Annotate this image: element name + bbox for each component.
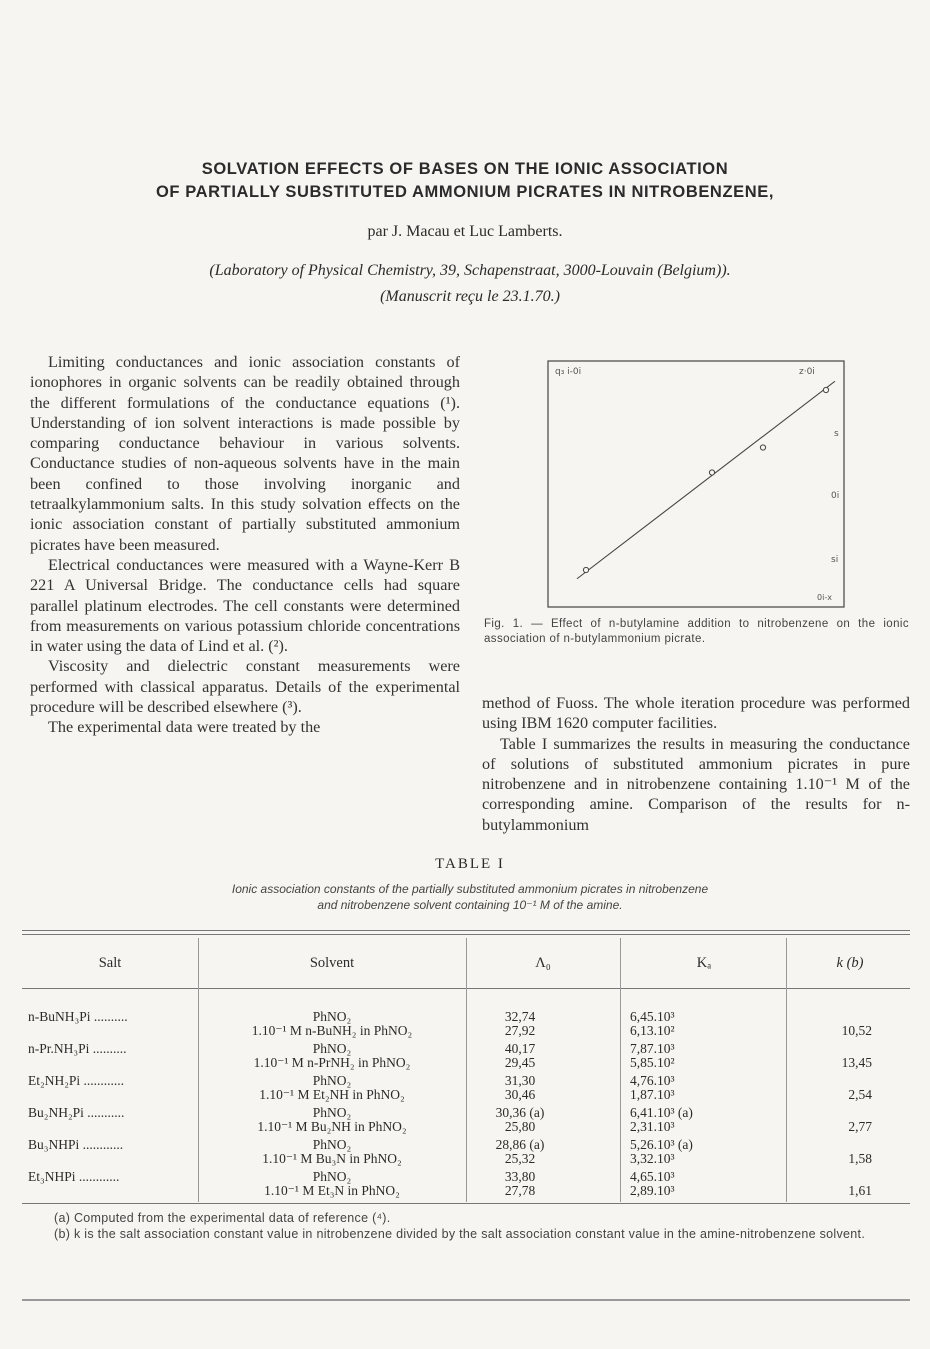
- table-divider: [466, 938, 467, 1202]
- table-cell-lambda: 33,80: [504, 1169, 536, 1184]
- table-cell-ka: 1,87.10³: [630, 1087, 675, 1102]
- table-notes: [30, 1210, 910, 1242]
- paragraph: The experimental data were treated by the: [48, 718, 321, 737]
- table-cell-solvent: PhNO₂: [312, 1137, 352, 1152]
- table-label: TABLE I: [435, 856, 505, 872]
- table-cell-ka: 4,76.10³: [630, 1073, 675, 1088]
- table-cell-lambda: 28,86 (a): [495, 1137, 545, 1152]
- table-header-lambda: Λ₀: [535, 955, 551, 971]
- data-point: [583, 567, 588, 572]
- plot-frame: [548, 361, 844, 607]
- paragraph: Limiting conductances and ionic association constants of ionophores in organic solvents can be readily obtained through the different formulations of the conductance equations (¹). Understanding of ion solvent interactions is made possible by comparing conductance behaviour in various solvents. Conductance studies of non-aqueous solvents have in the main been confined to those involving inorganic and tetraalkylammonium salts. In this study solvation effects on the ionic association constant of partially substituted ammonium picrates have been measured.: [30, 353, 460, 554]
- affiliation: (Laboratory of Physical Chemistry, 39, Schapenstraat, 3000-Louvain (Belgium)).: [209, 262, 731, 279]
- right-column: [482, 693, 910, 835]
- table-cell-solvent: 1.10⁻¹ M Et₃N in PhNO₂: [264, 1183, 400, 1198]
- table-cell-lambda: 29,45: [504, 1055, 536, 1070]
- table-cell-salt: Bu₂NH₂Pi ...........: [28, 1105, 125, 1120]
- received-date: (Manuscrit reçu le 23.1.70.): [380, 288, 560, 305]
- table-cell-ka: 6,41.10³ (a): [630, 1105, 693, 1120]
- table-cell-ka: 2,89.10³: [630, 1183, 675, 1198]
- footnote: (a) Computed from the experimental data of reference (⁴).: [54, 1211, 391, 1225]
- table-header-ka: Kₐ: [696, 955, 712, 971]
- paragraph: Electrical conductances were measured with a Wayne-Kerr B 221 A Universal Bridge. The conductance cells had square parallel platinum electrodes. The cell constants were determined from measurements on various potassium chloride concentrations in water using the data of Lind et al. (²).: [30, 555, 460, 656]
- table-rule: [22, 934, 910, 935]
- table-caption: [100, 881, 840, 913]
- table-header-k: k (b): [836, 955, 864, 971]
- table-divider: [786, 938, 787, 1202]
- table-cell-lambda: 30,36 (a): [495, 1105, 545, 1120]
- table-cell-ka: 3,32.10³: [630, 1151, 675, 1166]
- table-cell-k: 2,54: [848, 1087, 872, 1102]
- table-cell-k: 1,58: [848, 1151, 872, 1166]
- figure-label-top-left: q₃ i-0i: [555, 367, 582, 377]
- table-cell-salt: Et₂NH₂Pi ............: [28, 1073, 125, 1088]
- table-cell-ka: 6,45.10³: [630, 1009, 675, 1024]
- table-cell-solvent: 1.10⁻¹ M n-PrNH₂ in PhNO₂: [253, 1055, 411, 1070]
- figure-tick-label: 0i: [831, 491, 840, 501]
- table-divider: [620, 938, 621, 1202]
- data-point: [760, 445, 765, 450]
- paragraph: method of Fuoss. The whole iteration procedure was performed using IBM 1620 computer facilities.: [482, 694, 910, 733]
- table-cell-k: 1,61: [848, 1183, 872, 1198]
- page-rule: [22, 1299, 910, 1301]
- table-cell-solvent: PhNO₂: [312, 1073, 352, 1088]
- table-cell-solvent: 1.10⁻¹ M Et₂NH in PhNO₂: [259, 1087, 405, 1102]
- table-cell-lambda: 30,46: [504, 1087, 536, 1102]
- table-rule: [22, 930, 910, 931]
- table-cell-ka: 2,31.10³: [630, 1119, 675, 1134]
- figure-tick-label: si: [831, 555, 839, 565]
- table-cell-salt: Bu₃NHPi ............: [28, 1137, 124, 1152]
- figure-label-top-right: z·0i: [799, 367, 815, 377]
- figure-caption: Fig. 1. — Effect of n-butylamine addition to nitrobenzene on the ionic association of n-butylammonium picrate.: [484, 618, 909, 645]
- table-cell-salt: n-BuNH₃Pi ..........: [28, 1009, 128, 1024]
- fit-line: [577, 381, 835, 579]
- table-cell-solvent: 1.10⁻¹ M Bu₂NH in PhNO₂: [257, 1119, 407, 1134]
- table-cell-lambda: 40,17: [504, 1041, 536, 1056]
- table-cell-lambda: 27,92: [504, 1023, 536, 1038]
- table-cell-ka: 6,13.10²: [630, 1023, 675, 1038]
- table-cell-solvent: PhNO₂: [312, 1041, 352, 1056]
- table-cell-lambda: 27,78: [504, 1183, 536, 1198]
- table-cell-lambda: 25,32: [504, 1151, 536, 1166]
- paragraph: Table I summarizes the results in measuring the conductance of solutions of substituted ammonium picrates in pure nitrobenzene and in nitrobenzene containing 1.10⁻¹ M of the corresponding amine. Comparison of the results for n-butylammonium: [482, 734, 910, 834]
- figure-tick-label: s: [834, 429, 839, 439]
- table-cell-lambda: 32,74: [504, 1009, 536, 1024]
- table-caption-line: and nitrobenzene solvent containing 10⁻¹ M of the amine.: [317, 898, 623, 912]
- affiliation-block: [0, 258, 930, 310]
- paper-title: [60, 158, 870, 204]
- table-header-salt: Salt: [98, 955, 122, 971]
- table-cell-k: 13,45: [841, 1055, 872, 1070]
- paragraph: Viscosity and dielectric constant measurements were performed with classical apparatus. Details of the experimental procedure will be described elsewhere (³).: [30, 657, 460, 717]
- data-point: [823, 387, 828, 392]
- table-cell-solvent: 1.10⁻¹ M Bu₃N in PhNO₂: [262, 1151, 402, 1166]
- table-rule: [22, 1203, 910, 1204]
- left-column: [30, 352, 460, 738]
- title-line-1: SOLVATION EFFECTS OF BASES ON THE IONIC ASSOCIATION: [201, 160, 729, 178]
- title-line-2: OF PARTIALLY SUBSTITUTED AMMONIUM PICRATES IN NITROBENZENE,: [155, 183, 775, 201]
- footnote: (b) k is the salt association constant value in nitrobenzene divided by the salt association constant value in the amine-nitrobenzene solvent.: [54, 1227, 866, 1241]
- table-cell-ka: 5,85.10²: [630, 1055, 675, 1070]
- figure-label-corner: 0i-x: [817, 593, 832, 602]
- table-cell-lambda: 25,80: [504, 1119, 536, 1134]
- authors: par J. Macau et Luc Lamberts.: [367, 223, 563, 240]
- table-cell-ka: 4,65.10³: [630, 1169, 675, 1184]
- table-cell-salt: Et₃NHPi ............: [28, 1169, 120, 1184]
- table-header-solvent: Solvent: [309, 955, 355, 971]
- data-point: [709, 470, 714, 475]
- table-cell-solvent: PhNO₂: [312, 1009, 352, 1024]
- table-cell-ka: 5,26.10³ (a): [630, 1137, 693, 1152]
- table-cell-solvent: PhNO₂: [312, 1105, 352, 1120]
- figure-1-plot: [547, 360, 847, 610]
- table-cell-k: 2,77: [848, 1119, 872, 1134]
- table-cell-ka: 7,87.10³: [630, 1041, 675, 1056]
- table-divider: [198, 938, 199, 1202]
- table-cell-salt: n-Pr.NH₃Pi ..........: [28, 1041, 127, 1056]
- table-cell-k: 10,52: [841, 1023, 872, 1038]
- table-caption-line: Ionic association constants of the partially substituted ammonium picrates in nitrobenzene: [231, 882, 709, 896]
- table-cell-solvent: 1.10⁻¹ M n-BuNH₂ in PhNO₂: [251, 1023, 413, 1038]
- table-cell-solvent: PhNO₂: [312, 1169, 352, 1184]
- table-cell-lambda: 31,30: [504, 1073, 536, 1088]
